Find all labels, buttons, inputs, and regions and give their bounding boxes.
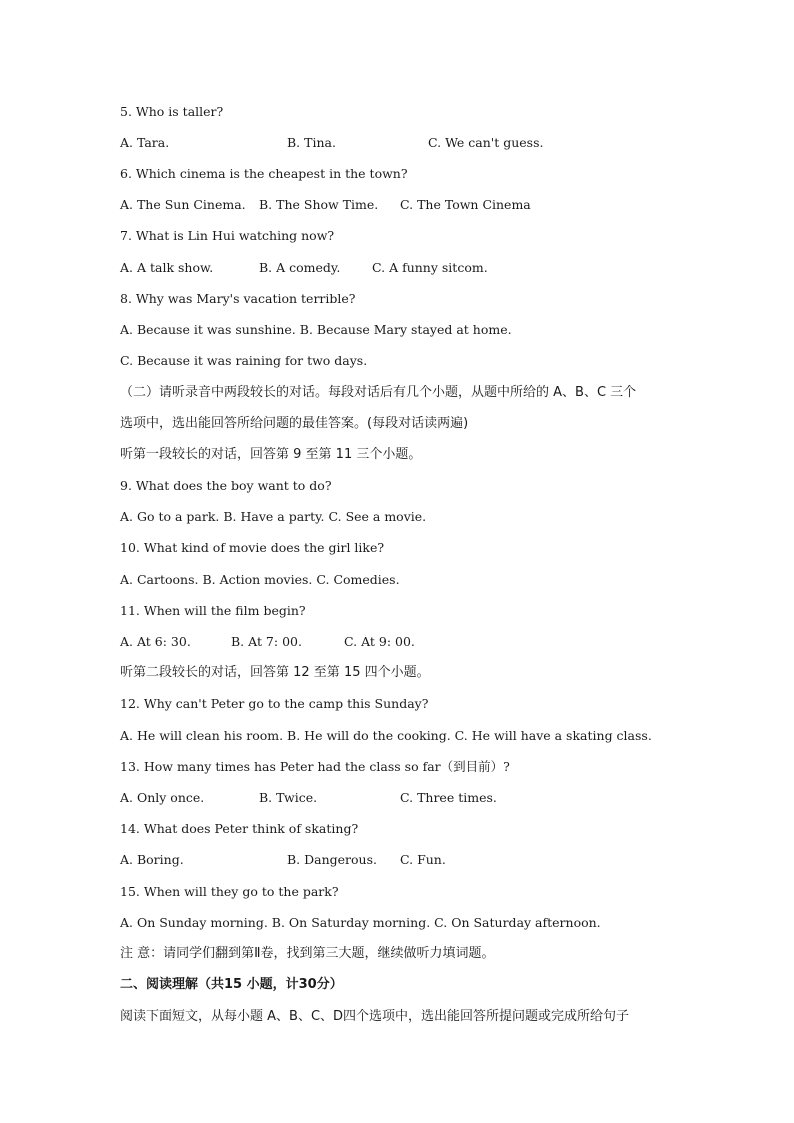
dialog-1-intro: 听第一段较长的对话，回答第 9 至第 11 三个小题。 [120,447,422,462]
question-8-options-ab[interactable]: A. Because it was sunshine. B. Because Mary stayed at home. [120,322,512,337]
option-b[interactable]: B. The Show Time. [259,197,379,212]
option-c[interactable]: C. We can't guess. [428,135,544,150]
question-10: 10. What kind of movie does the girl like? [120,540,385,555]
question-8: 8. Why was Mary's vacation terrible? [120,291,356,306]
question-12-options[interactable]: A. He will clean his room. B. He will do the cooking. C. He will have a skating class. [120,728,652,743]
option-b[interactable]: B. A comedy. [259,260,341,275]
option-b[interactable]: B. Dangerous. [287,852,377,867]
option-a[interactable]: A. Only once. [120,790,205,805]
section-2-instruction-line-1: （二）请听录音中两段较长的对话。每段对话后有几个小题，从题中所给的 A、B、C 三个 [120,385,637,400]
option-c[interactable]: C. Three times. [400,790,497,805]
option-a[interactable]: A. The Sun Cinema. [120,197,246,212]
question-15-options[interactable]: A. On Sunday morning. B. On Saturday morning. C. On Saturday afternoon. [120,915,601,930]
option-a[interactable]: A. At 6: 30. [120,634,191,649]
question-15: 15. When will they go to the park? [120,884,339,899]
question-9-options[interactable]: A. Go to a park. B. Have a party. C. See a movie. [120,509,427,524]
reading-instruction: 阅读下面短文，从每小题 A、B、C、D四个选项中，选出能回答所提问题或完成所给句子 [120,1009,630,1024]
option-a[interactable]: A. Boring. [120,852,184,867]
option-b[interactable]: B. Twice. [259,790,318,805]
option-c[interactable]: C. A funny sitcom. [372,260,488,275]
option-a[interactable]: A. A talk show. [120,260,214,275]
option-c[interactable]: C. The Town Cinema [400,197,531,212]
option-c[interactable]: C. At 9: 00. [344,634,415,649]
question-10-options[interactable]: A. Cartoons. B. Action movies. C. Comedies. [120,572,400,587]
question-8-option-c[interactable]: C. Because it was raining for two days. [120,353,368,368]
question-12: 12. Why can't Peter go to the camp this Sunday? [120,696,429,711]
option-a[interactable]: A. Tara. [120,135,170,150]
question-9: 9. What does the boy want to do? [120,478,332,493]
option-b[interactable]: B. At 7: 00. [231,634,302,649]
question-5: 5. Who is taller? [120,104,224,119]
section-2-instruction-line-2: 选项中，选出能回答所给问题的最佳答案。(每段对话读两遍) [120,416,469,431]
question-14: 14. What does Peter think of skating? [120,821,359,836]
listening-note: 注 意：请同学们翻到第Ⅱ卷，找到第三大题，继续做听力填词题。 [120,946,495,961]
question-7: 7. What is Lin Hui watching now? [120,228,335,243]
option-c[interactable]: C. Fun. [400,852,446,867]
reading-section-heading: 二、阅读理解（共15 小题，计30分） [120,977,343,992]
question-11: 11. When will the film begin? [120,603,306,618]
question-6: 6. Which cinema is the cheapest in the town? [120,166,408,181]
dialog-2-intro: 听第二段较长的对话，回答第 12 至第 15 四个小题。 [120,665,430,680]
question-13: 13. How many times has Peter had the class so far（到目前）? [120,759,510,774]
option-b[interactable]: B. Tina. [287,135,336,150]
